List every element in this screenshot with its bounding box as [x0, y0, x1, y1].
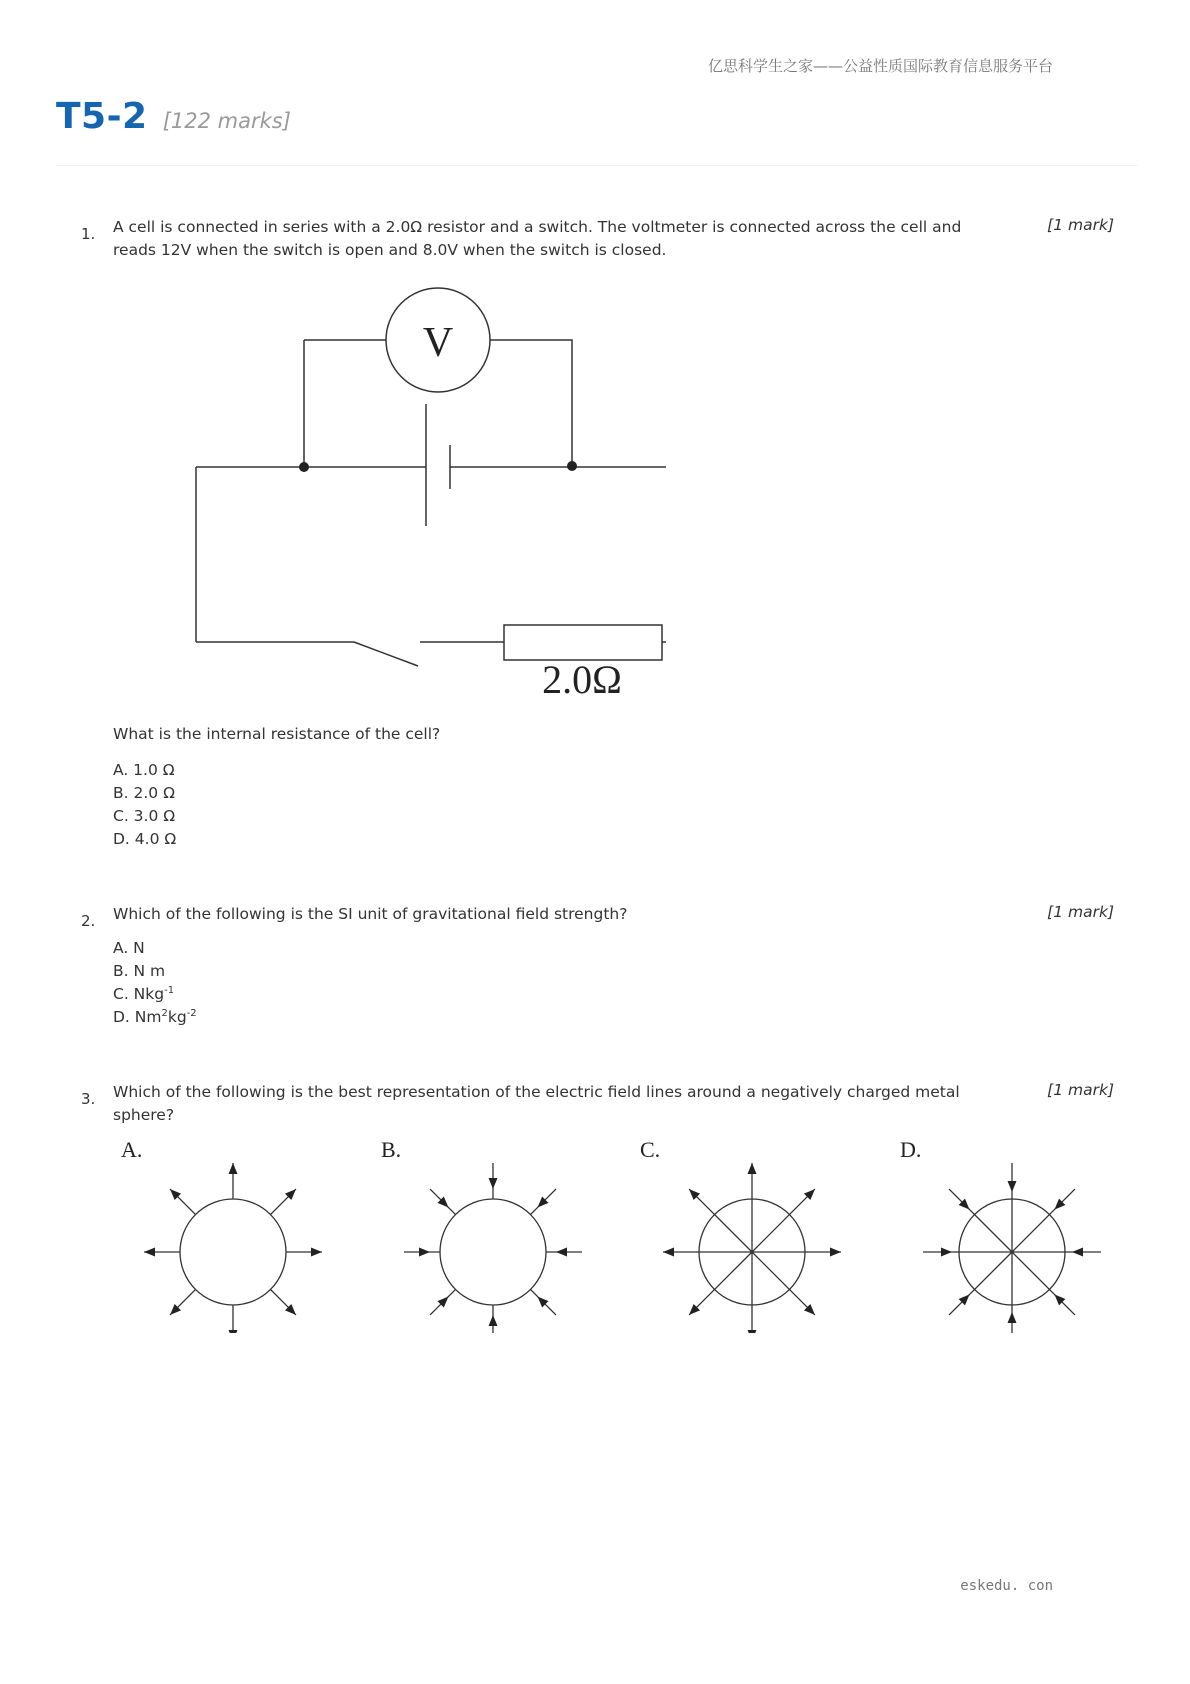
question-text: A cell is connected in series with a 2.0Ω resistor and a switch. The voltmeter is connected across the cell and reads 12V when the switch is open and 8.0V when the switch is closed. [113, 218, 962, 259]
resistor-label: 2.0Ω [542, 657, 622, 702]
option-a[interactable]: A. N [113, 939, 145, 957]
diagram-label-c: C. [640, 1137, 661, 1162]
option-a[interactable]: A. 1.0 Ω [113, 761, 175, 779]
field-line [752, 1252, 815, 1315]
field-line [689, 1189, 752, 1252]
field-line [689, 1252, 752, 1315]
arrow-out-icon [144, 1248, 155, 1257]
field-line [1012, 1252, 1075, 1315]
arrow-in-icon [1072, 1248, 1083, 1257]
sphere-outline [440, 1199, 546, 1305]
page-title [56, 96, 291, 137]
option-d[interactable]: D. $Nm^2kg^{-2}$ [113, 1008, 197, 1026]
sub-question: What is the internal resistance of the cell? [113, 725, 441, 743]
field-line-diagrams [56, 1133, 1114, 1333]
answer-options [113, 937, 197, 1029]
sphere-outline [180, 1199, 286, 1305]
junction-left [299, 462, 309, 472]
question-number: 1. [81, 225, 96, 243]
resistor-symbol [504, 625, 662, 660]
arrow-out-icon [663, 1248, 674, 1257]
field-line [752, 1189, 815, 1252]
option-b[interactable]: B. 2.0 Ω [113, 784, 175, 802]
question-3 [56, 1081, 1114, 1341]
option-b[interactable]: B. N m [113, 962, 166, 980]
arrow-out-icon [229, 1163, 238, 1174]
junction-right [567, 461, 577, 471]
footer-url: eskedu. con [960, 1578, 1053, 1594]
arrow-out-icon [311, 1248, 322, 1257]
question-1 [56, 216, 1114, 856]
arrow-in-icon [419, 1248, 430, 1257]
option-d[interactable]: D. 4.0 Ω [113, 830, 177, 848]
field-line [949, 1252, 1012, 1315]
option-c[interactable]: C. Nkg$^{-1}$ [113, 985, 175, 1003]
question-text: Which of the following is the SI unit of gravitational field strength? [113, 905, 628, 923]
question-marks: [1 mark] [1047, 216, 1114, 234]
answer-options [113, 759, 176, 851]
circuit-diagram [126, 282, 666, 702]
arrow-out-icon [830, 1248, 841, 1257]
arrow-out-icon [229, 1330, 238, 1333]
question-text: Which of the following is the best representation of the electric field lines around a negatively charged metal sphere? [113, 1083, 960, 1124]
arrow-in-icon [556, 1248, 567, 1257]
arrow-in-icon [489, 1315, 498, 1326]
diagram-label-d: D. [900, 1137, 922, 1162]
field-line [949, 1189, 1012, 1252]
field-line [1012, 1189, 1075, 1252]
site-header-note: 亿思科学生之家——公益性质国际教育信息服务平台 [707, 57, 1053, 75]
title-divider [56, 165, 1137, 166]
question-number: 2. [81, 912, 96, 930]
arrow-in-icon [1008, 1312, 1017, 1323]
question-number: 3. [81, 1090, 96, 1108]
title-marks: [122 marks] [162, 109, 291, 133]
arrow-out-icon [748, 1163, 757, 1174]
arrow-out-icon [748, 1330, 757, 1333]
title-code: T5-2 [56, 96, 148, 137]
voltmeter-label: V [422, 320, 454, 366]
question-2 [56, 903, 1114, 1033]
arrow-in-icon [489, 1178, 498, 1189]
option-c[interactable]: C. 3.0 Ω [113, 807, 176, 825]
arrow-in-icon [1008, 1181, 1017, 1192]
diagram-label-a: A. [121, 1137, 143, 1162]
diagram-label-b: B. [381, 1137, 402, 1162]
question-marks: [1 mark] [1047, 1081, 1114, 1099]
question-marks: [1 mark] [1047, 903, 1114, 921]
arrow-in-icon [941, 1248, 952, 1257]
